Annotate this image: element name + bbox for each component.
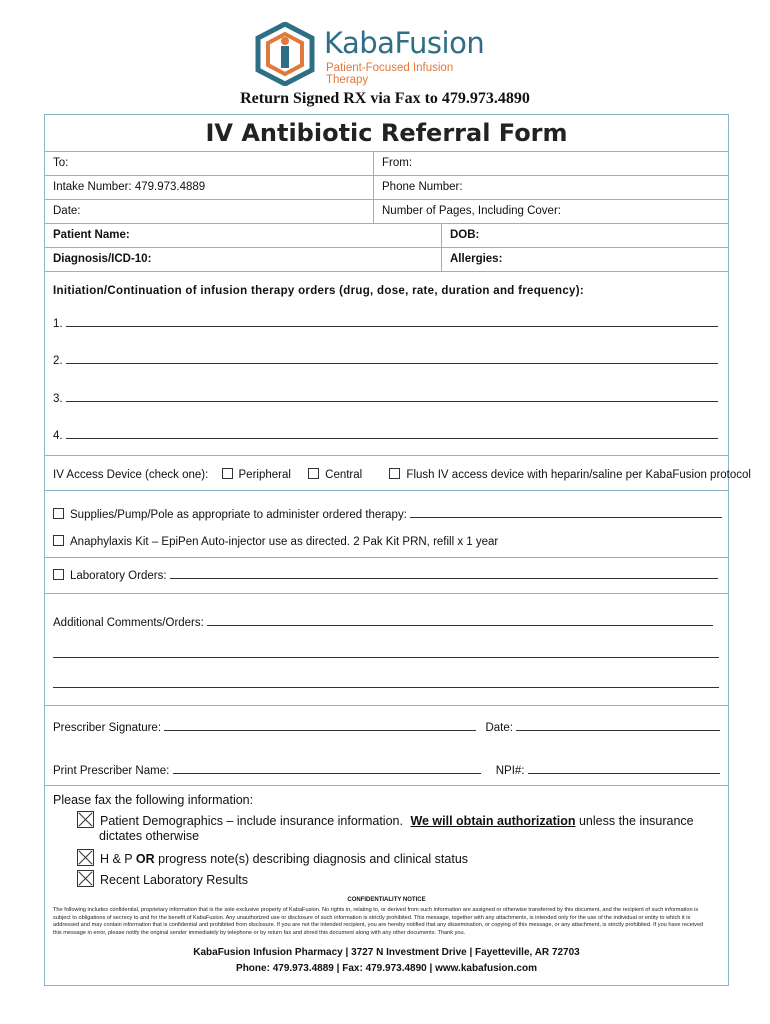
checkbox-icon[interactable] xyxy=(53,508,64,519)
logo-tagline: Patient-Focused Infusion Therapy xyxy=(326,62,454,86)
anaphylaxis-row[interactable] xyxy=(53,535,498,548)
order-number: 1. xyxy=(53,318,63,330)
anaphylaxis-label: Anaphylaxis Kit – EpiPen Auto-injector use as directed. 2 Pak Kit PRN, refill x 1 year xyxy=(70,536,499,548)
checkbox-icon[interactable] xyxy=(308,468,319,479)
iv-access-row xyxy=(53,468,751,481)
patient-row xyxy=(45,223,728,247)
peripheral-option[interactable]: Peripheral xyxy=(222,469,291,481)
lab-orders-label: Laboratory Orders: xyxy=(70,570,167,582)
order-number: 3. xyxy=(53,393,63,405)
from-field[interactable]: From: xyxy=(373,152,730,175)
divider xyxy=(45,593,728,594)
header-row xyxy=(45,175,728,199)
allergies-field[interactable]: Allergies: xyxy=(441,248,730,271)
fax-item-demographics-cont: dictates otherwise xyxy=(99,829,200,843)
iv-access-label: IV Access Device (check one): xyxy=(53,469,209,481)
fax-return-title: Return Signed RX via Fax to 479.973.4890 xyxy=(240,90,530,107)
comment-line[interactable] xyxy=(53,677,719,691)
flush-option[interactable]: Flush IV access device with heparin/saline per KabaFusion protocol xyxy=(389,469,751,481)
footer-contact: Phone: 479.973.4889 | Fax: 479.973.4890 | www.kabafusion.com xyxy=(236,963,537,974)
checked-box-icon xyxy=(77,870,94,887)
date-label: Date: xyxy=(485,722,513,734)
checked-box-icon xyxy=(77,849,94,866)
fax-item-demographics: Patient Demographics – include insurance information. We will obtain authorization unless the insurance xyxy=(77,811,694,828)
checked-box-icon xyxy=(77,811,94,828)
prescriber-signature-label: Prescriber Signature: xyxy=(53,722,162,734)
header-row xyxy=(45,199,728,223)
patient-row xyxy=(45,247,728,272)
order-line-1[interactable] xyxy=(53,316,718,330)
checkbox-icon[interactable] xyxy=(389,468,400,479)
intake-number-field[interactable]: Intake Number: 479.973.4889 xyxy=(53,181,206,193)
form-title: IV Antibiotic Referral Form xyxy=(205,119,568,147)
divider xyxy=(45,785,728,786)
order-number: 2. xyxy=(53,355,63,367)
additional-comments-row[interactable] xyxy=(53,615,713,629)
patient-name-field[interactable]: Patient Name: xyxy=(53,229,130,241)
additional-comments-label: Additional Comments/Orders: xyxy=(53,617,204,629)
print-name-label: Print Prescriber Name: xyxy=(53,765,170,777)
diagnosis-field[interactable]: Diagnosis/ICD-10: xyxy=(53,253,152,265)
kabafusion-logo xyxy=(254,22,494,86)
confidentiality-title: CONFIDENTIALITY NOTICE xyxy=(347,897,426,903)
logo-brand: KabaFusion xyxy=(324,26,485,60)
fax-item-labs: Recent Laboratory Results xyxy=(77,870,248,887)
comment-line[interactable] xyxy=(53,647,719,661)
checkbox-icon[interactable] xyxy=(222,468,233,479)
supplies-row[interactable] xyxy=(53,507,722,521)
central-option[interactable]: Central xyxy=(308,469,362,481)
prescriber-signature-row[interactable] xyxy=(53,720,720,734)
kabafusion-logo-icon xyxy=(254,22,316,86)
referral-form xyxy=(44,114,751,986)
order-line-4[interactable] xyxy=(53,428,718,442)
header-row xyxy=(45,151,728,175)
npi-label: NPI#: xyxy=(495,765,525,777)
checkbox-icon[interactable] xyxy=(53,535,64,546)
order-line-2[interactable] xyxy=(53,353,718,367)
order-number: 4. xyxy=(53,430,63,442)
divider xyxy=(45,557,728,558)
divider xyxy=(45,705,728,706)
divider xyxy=(45,490,728,491)
phone-number-field[interactable]: Phone Number: xyxy=(373,176,730,199)
confidentiality-text: The following includes confidential, proprietary information that is the sole exclusive property of KabaFusion. No rights in, relating to, or derived from such information are assigned or otherwise transferred by this document, and the recipient of such information is subject to obligations of secrecy to and for the benefit of KabaFusion. Any unauthorized use or disclosure of such information is strictly prohibited. This message, together with any attachments, is intended only for the use of the individual or entity to which it is addressed and may contain information that is confidential and prohibited from disclosure. If you are not the intended recipient, you are hereby notified that any dissemination, or copying of this message, or any attachment, is strictly prohibited. If you have received this message in error, please notify the original sender immediately by telephone or by return fax and shred this document along with any other documents. Thank you. xyxy=(53,907,704,936)
number-of-pages-field[interactable]: Number of Pages, Including Cover: xyxy=(373,200,730,223)
lab-orders-row[interactable] xyxy=(53,568,718,582)
header-grid xyxy=(45,151,728,272)
dob-field[interactable]: DOB: xyxy=(441,224,730,247)
divider xyxy=(45,455,728,456)
checkbox-icon[interactable] xyxy=(53,569,64,580)
fax-item-hp: H & P OR progress note(s) describing diagnosis and clinical status xyxy=(77,849,468,866)
print-name-row[interactable] xyxy=(53,763,720,777)
fax-info-heading: Please fax the following information: xyxy=(53,793,254,807)
footer-address: KabaFusion Infusion Pharmacy | 3727 N Investment Drive | Fayetteville, AR 72703 xyxy=(193,947,580,958)
date-field[interactable]: Date: xyxy=(53,205,81,217)
order-line-3[interactable] xyxy=(53,391,718,405)
orders-heading: Initiation/Continuation of infusion therapy orders (drug, dose, rate, duration and frequency): xyxy=(53,285,585,297)
supplies-label: Supplies/Pump/Pole as appropriate to administer ordered therapy: xyxy=(70,509,407,521)
to-field[interactable]: To: xyxy=(53,157,69,169)
